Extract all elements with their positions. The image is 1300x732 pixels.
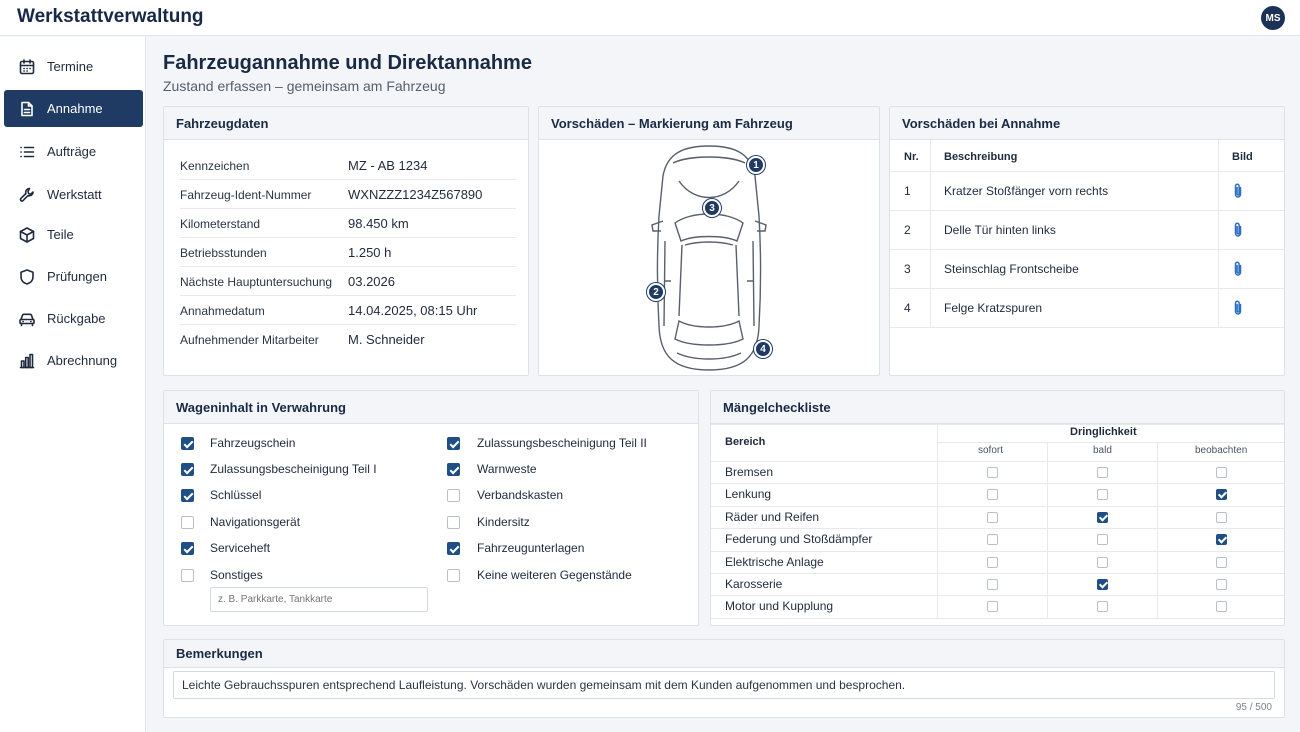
urgency-checkbox[interactable] <box>987 489 998 500</box>
defect-checklist-panel <box>710 390 1285 626</box>
urgency-checkbox[interactable] <box>1216 579 1227 590</box>
urgency-checkbox[interactable] <box>1097 489 1108 500</box>
checkbox[interactable] <box>181 463 194 476</box>
column-header-description: Beschreibung <box>944 151 1018 163</box>
urgency-checkbox[interactable] <box>1216 512 1227 523</box>
vehicle-data-row <box>180 238 516 267</box>
urgency-checkbox[interactable] <box>987 557 998 568</box>
bar-chart-icon <box>18 352 36 370</box>
panel-title: Wageninhalt in Verwahrung <box>164 391 698 424</box>
checkbox-label: Serviceheft <box>210 541 271 555</box>
urgency-level-header: sofort <box>978 445 1004 456</box>
urgency-checkbox[interactable] <box>1097 579 1108 590</box>
vehicle-data-label: Betriebsstunden <box>180 246 267 260</box>
vehicle-data-row <box>180 267 516 296</box>
urgency-checkbox[interactable] <box>1097 534 1108 545</box>
vehicle-data-value: 14.04.2025, 08:15 Uhr <box>348 303 478 318</box>
checkbox-label: Verbandskasten <box>477 488 564 502</box>
vehicle-data-value: MZ - AB 1234 <box>348 158 428 173</box>
damage-list-panel <box>889 106 1285 376</box>
sidebar-item-pruefungen[interactable] <box>4 258 143 295</box>
sidebar-item-termine[interactable] <box>4 48 143 85</box>
urgency-checkbox[interactable] <box>1216 557 1227 568</box>
sidebar-item-label: Aufträge <box>47 144 97 159</box>
attachment-icon[interactable] <box>1230 299 1246 317</box>
damage-description: Delle Tür hinten links <box>944 223 1056 237</box>
damage-row[interactable] <box>890 249 1284 288</box>
vehicle-data-value: M. Schneider <box>348 332 425 347</box>
checklist-area-label: Karosserie <box>725 577 783 591</box>
sidebar-item-annahme[interactable] <box>4 90 143 127</box>
box-icon <box>18 226 36 244</box>
panel-title: Fahrzeugdaten <box>164 107 528 140</box>
sidebar-item-label: Teile <box>47 227 74 242</box>
damage-description: Felge Kratzspuren <box>944 301 1043 315</box>
urgency-checkbox[interactable] <box>1216 601 1227 612</box>
car-outline-drawing <box>539 141 879 375</box>
vehicle-data-value: 1.250 h <box>348 245 392 260</box>
damage-marker-2[interactable]: 2 <box>647 283 665 301</box>
sidebar-item-abrechnung[interactable] <box>4 342 143 379</box>
checkbox[interactable] <box>181 569 194 582</box>
vehicle-data-row <box>180 151 516 180</box>
damage-number: 1 <box>904 184 911 198</box>
column-header-area: Bereich <box>725 436 766 448</box>
app-title: Werkstattverwaltung <box>17 6 204 27</box>
vehicle-data-row <box>180 296 516 325</box>
vehicle-data-label: Nächste Hauptuntersuchung <box>180 275 333 289</box>
checkbox-label: Fahrzeugunterlagen <box>477 541 585 555</box>
urgency-checkbox[interactable] <box>1097 557 1108 568</box>
panel-title: Vorschäden – Markierung am Fahrzeug <box>539 107 879 140</box>
urgency-checkbox[interactable] <box>987 534 998 545</box>
checkbox-label: Warnweste <box>477 462 537 476</box>
checkbox-label: Keine weiteren Gegenstände <box>477 568 632 582</box>
top-bar <box>0 0 1300 36</box>
damage-number: 4 <box>904 301 911 315</box>
checkbox-label: Sonstiges <box>210 568 263 582</box>
vehicle-data-label: Aufnehmender Mitarbeiter <box>180 333 319 347</box>
checklist-area-label: Motor und Kupplung <box>725 599 834 614</box>
attachment-icon[interactable] <box>1230 221 1246 239</box>
damage-marker-3[interactable]: 3 <box>703 199 721 217</box>
checkbox[interactable] <box>447 542 460 555</box>
column-header-nr: Nr. <box>904 151 919 163</box>
wrench-icon <box>18 186 36 204</box>
urgency-checkbox[interactable] <box>1216 489 1227 500</box>
user-avatar[interactable]: MS <box>1261 6 1285 30</box>
vehicle-data-row <box>180 180 516 209</box>
urgency-checkbox[interactable] <box>1097 512 1108 523</box>
damage-description: Steinschlag Frontscheibe <box>944 262 1079 276</box>
urgency-checkbox[interactable] <box>987 512 998 523</box>
urgency-checkbox[interactable] <box>987 579 998 590</box>
checkbox[interactable] <box>447 489 460 502</box>
checkbox-label: Fahrzeugschein <box>210 436 296 450</box>
urgency-level-header: beobachten <box>1195 445 1248 456</box>
attachment-icon[interactable] <box>1230 182 1246 200</box>
vehicle-data-label: Fahrzeug-Ident-Nummer <box>180 188 312 202</box>
sidebar-item-label: Annahme <box>47 101 103 116</box>
checkbox[interactable] <box>181 516 194 529</box>
panel-title: Bemerkungen <box>164 640 1284 668</box>
damage-description: Kratzer Stoßfänger vorn rechts <box>944 184 1109 198</box>
sidebar-item-rueckgabe[interactable] <box>4 300 143 337</box>
sidebar <box>0 37 146 732</box>
shield-icon <box>18 268 36 286</box>
character-counter: 95 / 500 <box>1235 702 1272 713</box>
vehicle-data-panel <box>163 106 529 376</box>
checklist-area-label: Lenkung <box>725 487 772 502</box>
urgency-checkbox[interactable] <box>1216 467 1227 478</box>
attachment-icon[interactable] <box>1230 260 1246 278</box>
other-items-input[interactable] <box>210 587 428 612</box>
vehicle-contents-panel <box>163 390 699 626</box>
urgency-level-header: bald <box>1093 445 1112 456</box>
damage-row[interactable] <box>890 171 1284 210</box>
urgency-checkbox[interactable] <box>987 601 998 612</box>
checkbox-label: Navigationsgerät <box>210 515 301 529</box>
checkbox[interactable] <box>447 516 460 529</box>
checklist-area-label: Bremsen <box>725 465 774 479</box>
sidebar-item-auftraege[interactable] <box>4 133 143 170</box>
page-title: Fahrzeugannahme und Direktannahme <box>163 52 532 74</box>
checkbox-label: Schlüssel <box>210 488 262 502</box>
vehicle-data-label: Kennzeichen <box>180 159 250 173</box>
damage-marker-4[interactable]: 4 <box>754 340 772 358</box>
checkbox[interactable] <box>447 463 460 476</box>
urgency-checkbox[interactable] <box>1097 601 1108 612</box>
checkbox-label: Zulassungsbescheinigung Teil I <box>210 462 377 476</box>
vehicle-data-label: Kilometerstand <box>180 217 261 231</box>
vehicle-data-row <box>180 325 516 354</box>
column-header-image: Bild <box>1232 151 1253 163</box>
checkbox[interactable] <box>181 489 194 502</box>
damage-row[interactable] <box>890 210 1284 249</box>
checkbox[interactable] <box>447 437 460 450</box>
checkbox[interactable] <box>181 437 194 450</box>
sidebar-item-teile[interactable] <box>4 216 143 253</box>
checklist-area-label: Räder und Reifen <box>725 509 820 524</box>
checkbox-label: Kindersitz <box>477 515 530 529</box>
urgency-checkbox[interactable] <box>987 467 998 478</box>
vehicle-data-row <box>180 209 516 238</box>
car-diagram[interactable] <box>539 141 879 375</box>
column-header-urgency: Dringlichkeit <box>1070 426 1137 438</box>
checklist-area-label: Federung und Stoßdämpfer <box>725 532 873 547</box>
checkbox-label: Zulassungsbescheinigung Teil II <box>477 436 647 450</box>
vehicle-data-label: Annahmedatum <box>180 304 265 318</box>
car-icon <box>18 310 36 328</box>
remarks-panel <box>163 639 1285 718</box>
sidebar-item-label: Prüfungen <box>47 269 107 284</box>
damage-row[interactable] <box>890 288 1284 327</box>
urgency-checkbox[interactable] <box>1216 534 1227 545</box>
remarks-textarea[interactable]: Leichte Gebrauchsspuren entsprechend Laufleistung. Vorschäden wurden gemeinsam mit dem Kunden aufgenommen und besprochen. <box>173 671 1275 699</box>
urgency-checkbox[interactable] <box>1097 467 1108 478</box>
damage-marker-1[interactable]: 1 <box>747 156 765 174</box>
page-subtitle: Zustand erfassen – gemeinsam am Fahrzeug <box>163 78 446 94</box>
panel-title: Mängelcheckliste <box>711 391 1284 424</box>
sidebar-item-label: Werkstatt <box>47 187 102 202</box>
list-icon <box>18 143 36 161</box>
sidebar-item-werkstatt[interactable] <box>4 176 143 213</box>
sidebar-item-label: Termine <box>47 59 94 74</box>
checkbox[interactable] <box>447 569 460 582</box>
vehicle-data-value: 98.450 km <box>348 216 409 231</box>
sidebar-item-label: Rückgabe <box>47 311 106 326</box>
calendar-icon <box>18 58 36 76</box>
vehicle-data-value: WXNZZZ1234Z567890 <box>348 187 483 202</box>
vehicle-data-value: 03.2026 <box>348 274 395 289</box>
panel-title: Vorschäden bei Annahme <box>890 107 1284 140</box>
damage-number: 2 <box>904 223 911 237</box>
checklist-area-label: Elektrische Anlage <box>725 554 824 569</box>
document-icon <box>18 100 36 118</box>
checkbox[interactable] <box>181 542 194 555</box>
sidebar-item-label: Abrechnung <box>47 353 118 368</box>
table-divider <box>890 327 1284 328</box>
damage-number: 3 <box>904 262 911 276</box>
damage-marking-panel <box>538 106 880 376</box>
